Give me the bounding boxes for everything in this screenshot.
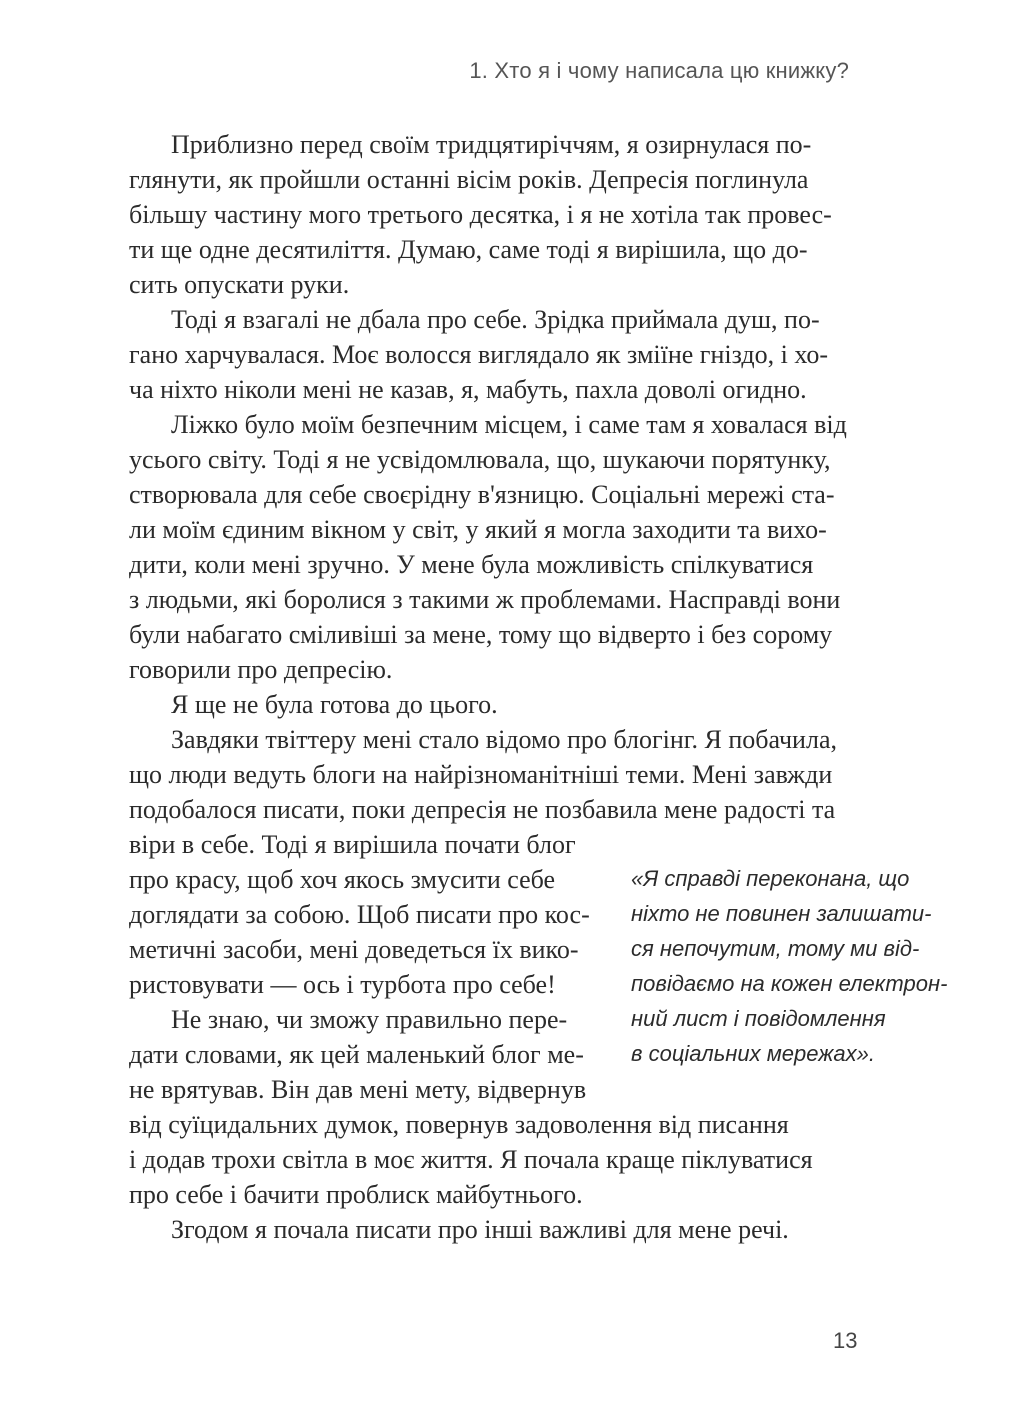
- pull-quote-line: ся непочутим, тому ми від-: [631, 936, 920, 961]
- body-line: сить опускати руки.: [129, 270, 350, 299]
- body-line: ти ще одне десятиліття. Думаю, саме тоді я вирішила, що до-: [129, 235, 808, 264]
- body-line: більшу частину мого третього десятка, і я не хотіла так провес-: [129, 200, 832, 229]
- running-head: 1. Хто я і чому написала цю книжку?: [469, 58, 849, 83]
- pull-quote-line: повідаємо на кожен електрон-: [631, 971, 948, 996]
- body-line: і додав трохи світла в моє життя. Я почала краще піклуватися: [129, 1145, 813, 1174]
- body-line: ча ніхто ніколи мені не казав, я, мабуть, пахла доволі огидно.: [129, 375, 807, 404]
- body-line: не врятував. Він дав мені мету, відвернув: [129, 1075, 587, 1104]
- pull-quote-line: в соціальних мережах».: [631, 1041, 875, 1066]
- body-line: Тоді я взагалі не дбала про себе. Зрідка приймала душ, по-: [171, 305, 820, 334]
- body-line: Завдяки твіттеру мені стало відомо про блогінг. Я побачила,: [171, 725, 837, 754]
- body-line: метичні засоби, мені доведеться їх вико-: [129, 935, 579, 964]
- pull-quote-line: ний лист і повідомлення: [631, 1006, 886, 1031]
- pull-quote-line: ніхто не повинен залишати-: [631, 901, 932, 926]
- body-line: гано харчувалася. Моє волосся виглядало як зміїне гніздо, і хо-: [129, 340, 829, 369]
- body-line: Згодом я почала писати про інші важливі для мене речі.: [171, 1215, 789, 1244]
- body-line: подобалося писати, поки депресія не позбавила мене радості та: [129, 795, 836, 824]
- body-line: віри в себе. Тоді я вирішила почати блог: [129, 830, 576, 859]
- body-line: Я ще не була готова до цього.: [171, 690, 498, 719]
- body-line: ристовувати — ось і турбота про себе!: [129, 970, 556, 999]
- body-line: створювала для себе своєрідну в'язницю. Соціальні мережі ста-: [129, 480, 835, 509]
- page-number: 13: [833, 1328, 858, 1353]
- body-line: що люди ведуть блоги на найрізноманітніші теми. Мені завжди: [129, 760, 833, 789]
- body-line: говорили про депресію.: [129, 655, 393, 684]
- body-line: глянути, як пройшли останні вісім років. Депресія поглинула: [129, 165, 809, 194]
- body-line: доглядати за собою. Щоб писати про кос-: [129, 900, 590, 929]
- pull-quote-line: «Я справді переконана, що: [631, 866, 910, 891]
- body-line: усього світу. Тоді я не усвідомлювала, що, шукаючи порятунку,: [129, 445, 831, 474]
- body-line: ли моїм єдиним вікном у світ, у який я могла заходити та вихо-: [129, 515, 827, 544]
- body-line: Приблизно перед своїм тридцятиріччям, я озирнулася по-: [171, 130, 812, 159]
- body-line: про красу, щоб хоч якось змусити себе: [129, 865, 556, 894]
- body-line: Не знаю, чи зможу правильно пере-: [171, 1005, 568, 1034]
- body-line: Ліжко було моїм безпечним місцем, і саме там я ховалася від: [171, 410, 847, 439]
- body-line: з людьми, які боролися з такими ж проблемами. Насправді вони: [129, 585, 841, 614]
- body-line: дити, коли мені зручно. У мене була можливість спілкуватися: [129, 550, 814, 579]
- body-line: від суїцидальних думок, повернув задоволення від писання: [129, 1110, 789, 1139]
- body-line: були набагато сміливіші за мене, тому що відверто і без сорому: [129, 620, 833, 649]
- body-line: дати словами, як цей маленький блог ме-: [129, 1040, 584, 1069]
- body-line: про себе і бачити проблиск майбутнього.: [129, 1180, 583, 1209]
